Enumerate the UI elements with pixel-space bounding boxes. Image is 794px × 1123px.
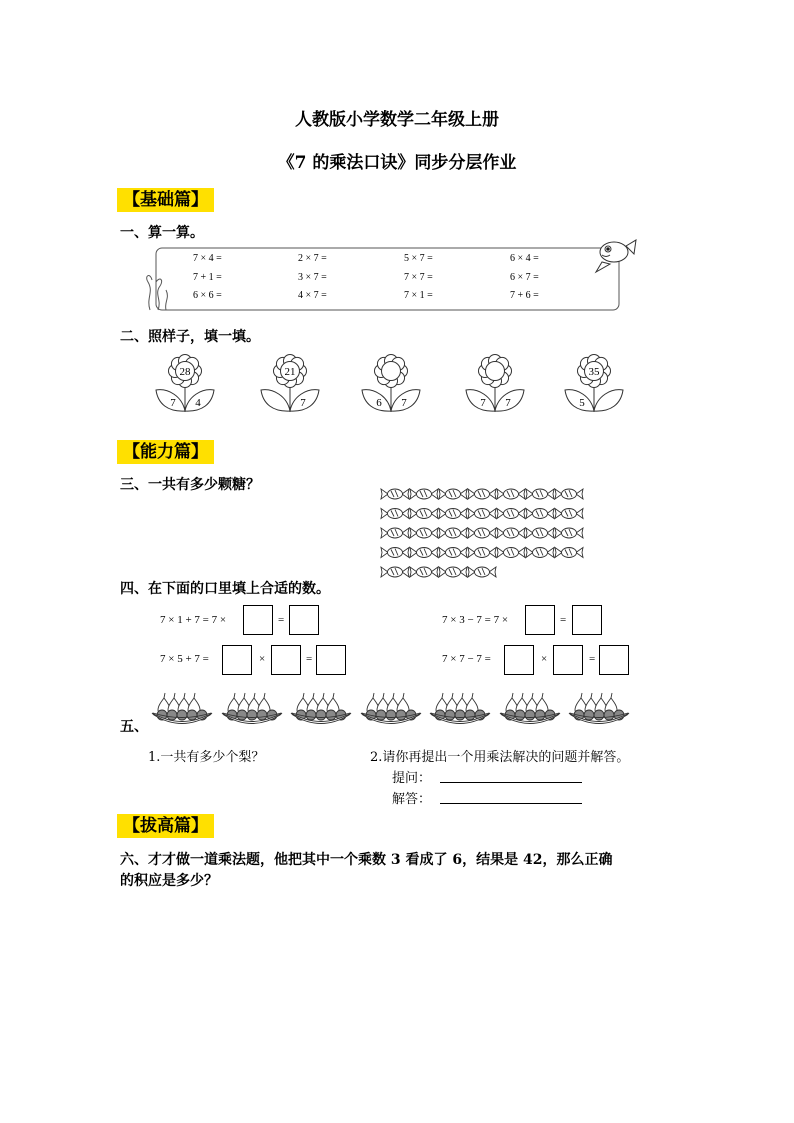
right-leaf-value: 4 <box>195 397 201 409</box>
calc-item: 6 × 4 = <box>510 253 539 264</box>
candy-icon <box>526 548 554 558</box>
candy-icon <box>410 509 438 519</box>
candy-icon <box>497 548 525 558</box>
candy-icon <box>468 548 496 558</box>
section-advanced-badge: 【拔高篇】 <box>117 814 214 838</box>
q6-line1: 六、才才做一道乘法题，他把其中一个乘数 3 看成了 6，结果是 42，那么正确 <box>120 852 613 868</box>
calc-item: 5 × 7 = <box>404 253 433 264</box>
ask-answer-line[interactable] <box>440 781 582 783</box>
candy-icon <box>468 509 496 519</box>
q5-sub2: 2.请你再提出一个用乘法解决的问题并解答。 <box>370 750 630 765</box>
eq4-times: × <box>541 653 548 665</box>
pear-basket-icon <box>567 688 631 726</box>
candy-icon <box>497 509 525 519</box>
candy-icon <box>555 509 583 519</box>
candy-icon <box>555 489 583 499</box>
left-leaf-value: 5 <box>579 397 585 409</box>
candy-icon <box>381 548 409 558</box>
eq3-equals: = <box>560 614 567 626</box>
eq2-times: × <box>259 653 266 665</box>
candy-icon <box>468 528 496 538</box>
candy-icon <box>439 528 467 538</box>
seaweed-icon <box>147 276 168 310</box>
left-leaf[interactable] <box>261 390 290 411</box>
candy-icon <box>381 489 409 499</box>
answer-box[interactable] <box>316 645 346 675</box>
fish-icon <box>596 240 636 272</box>
left-leaf-value: 7 <box>170 397 176 409</box>
answer-box[interactable] <box>289 605 319 635</box>
calc-item: 7 × 7 = <box>404 272 433 283</box>
candy-icon <box>439 489 467 499</box>
candy-icon <box>381 567 409 577</box>
pear-basket-icon <box>359 688 423 726</box>
candy-icon <box>381 509 409 519</box>
q2-title: 二、照样子，填一填。 <box>120 329 260 345</box>
answer-box[interactable] <box>504 645 534 675</box>
candy-icon <box>526 489 554 499</box>
candy-icon <box>410 489 438 499</box>
right-leaf-value: 7 <box>401 397 407 409</box>
candy-icon <box>410 567 438 577</box>
candy-icon <box>526 528 554 538</box>
candy-icon <box>555 548 583 558</box>
candy-icon <box>497 528 525 538</box>
q5-sub1: 1.一共有多少个梨？ <box>148 750 265 765</box>
flower-figure <box>360 352 422 414</box>
answer-box[interactable] <box>599 645 629 675</box>
calc-item: 2 × 7 = <box>298 253 327 264</box>
q1-title: 一、算一算。 <box>120 225 204 241</box>
q5-title: 五、 <box>120 719 148 735</box>
q6-line2: 的积应是多少？ <box>120 873 218 889</box>
q3-title: 三、一共有多少颗糖？ <box>120 477 260 493</box>
flower-center-value: 28 <box>179 366 191 378</box>
ask-label: 提问： <box>392 771 432 786</box>
calc-item: 7 + 6 = <box>510 290 539 301</box>
flower-center-value: 35 <box>588 366 600 378</box>
flower-center-value: 21 <box>284 366 296 378</box>
candy-icon <box>381 528 409 538</box>
answer-label: 解答： <box>392 792 432 807</box>
answer-line[interactable] <box>440 802 582 804</box>
candy-icon <box>468 567 496 577</box>
section-basic-badge: 【基础篇】 <box>117 188 214 212</box>
answer-box[interactable] <box>553 645 583 675</box>
eq3-lhs: 7 × 3 − 7 = 7 × <box>442 614 509 626</box>
flower-center[interactable] <box>382 362 401 381</box>
pear-basket-icon <box>428 688 492 726</box>
q4-title: 四、在下面的口里填上合适的数。 <box>120 581 330 597</box>
flower-figure <box>464 352 526 414</box>
calc-item: 7 × 4 = <box>193 253 222 264</box>
section-ability-badge: 【能力篇】 <box>117 440 214 464</box>
flower-center[interactable] <box>486 362 505 381</box>
candy-icon <box>526 509 554 519</box>
candy-icon <box>468 489 496 499</box>
eq2-equals: = <box>306 653 313 665</box>
candy-icon <box>439 548 467 558</box>
calc-item: 3 × 7 = <box>298 272 327 283</box>
candy-icon <box>497 489 525 499</box>
eq4-lhs: 7 × 7 − 7 = <box>442 653 491 665</box>
flower-figure <box>563 352 625 414</box>
right-leaf-value: 7 <box>300 397 306 409</box>
eq4-equals: = <box>589 653 596 665</box>
calc-item: 4 × 7 = <box>298 290 327 301</box>
candy-icon <box>439 567 467 577</box>
left-leaf-value: 7 <box>480 397 486 409</box>
calc-item: 7 + 1 = <box>193 272 222 283</box>
answer-box[interactable] <box>525 605 555 635</box>
calc-item: 7 × 1 = <box>404 290 433 301</box>
pear-basket-icon <box>289 688 353 726</box>
candy-grid <box>380 482 600 586</box>
pear-basket-icon <box>150 688 214 726</box>
answer-box[interactable] <box>243 605 273 635</box>
page-subtitle: 《7 的乘法口诀》同步分层作业 <box>277 153 517 173</box>
candy-icon <box>410 548 438 558</box>
left-leaf-value: 6 <box>376 397 382 409</box>
candy-icon <box>410 528 438 538</box>
flower-figure <box>154 352 216 414</box>
right-leaf-value: 7 <box>505 397 511 409</box>
answer-box[interactable] <box>572 605 602 635</box>
eq2-lhs: 7 × 5 + 7 = <box>160 653 209 665</box>
pear-basket-icon <box>220 688 284 726</box>
answer-box[interactable] <box>271 645 301 675</box>
page-title: 人教版小学数学二年级上册 <box>295 110 499 130</box>
eq1-lhs: 7 × 1 + 7 = 7 × <box>160 614 227 626</box>
answer-box[interactable] <box>222 645 252 675</box>
calc-item: 6 × 6 = <box>193 290 222 301</box>
candy-icon <box>555 528 583 538</box>
pear-basket-icon <box>498 688 562 726</box>
calc-item: 6 × 7 = <box>510 272 539 283</box>
candy-icon <box>439 509 467 519</box>
flower-figure <box>259 352 321 414</box>
right-leaf[interactable] <box>594 390 623 411</box>
eq1-equals: = <box>278 614 285 626</box>
